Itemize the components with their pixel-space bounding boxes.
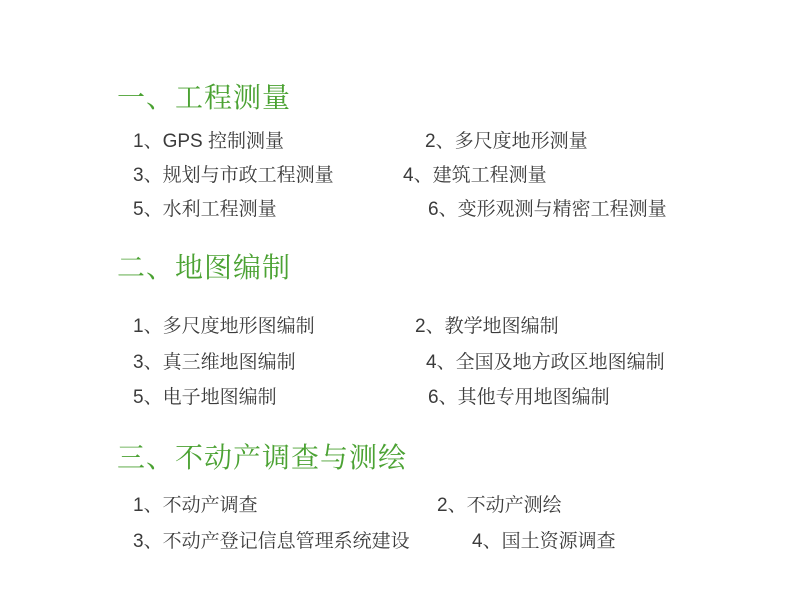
section-title-real-estate-survey: 三、不动产调查与测绘 [117, 442, 408, 473]
list-item: 4、国土资源调查 [472, 531, 616, 552]
list-row [133, 131, 588, 153]
list-item: 3、不动产登记信息管理系统建设 [133, 531, 410, 552]
list-item: 2、多尺度地形测量 [425, 131, 588, 152]
list-item: 1、GPS 控制测量 [133, 131, 284, 152]
list-item: 6、变形观测与精密工程测量 [428, 199, 667, 220]
list-item: 4、全国及地方政区地图编制 [426, 352, 665, 373]
section-title-map-compilation: 二、地图编制 [117, 252, 292, 283]
list-row [133, 199, 667, 221]
list-item: 3、规划与市政工程测量 [133, 165, 334, 186]
list-row [133, 495, 562, 517]
list-row [133, 165, 547, 187]
list-item: 6、其他专用地图编制 [428, 387, 610, 408]
list-row [133, 387, 610, 409]
list-item: 5、电子地图编制 [133, 387, 277, 408]
list-item: 2、教学地图编制 [415, 316, 559, 337]
list-item: 4、建筑工程测量 [403, 165, 547, 186]
section-title-engineering-survey: 一、工程测量 [117, 82, 292, 113]
list-item: 2、不动产测绘 [437, 495, 562, 516]
list-item: 1、不动产调查 [133, 495, 258, 516]
list-item: 5、水利工程测量 [133, 199, 277, 220]
list-row [133, 531, 616, 553]
list-row [133, 352, 665, 374]
list-item: 3、真三维地图编制 [133, 352, 296, 373]
list-item: 1、多尺度地形图编制 [133, 316, 315, 337]
list-row [133, 316, 559, 338]
